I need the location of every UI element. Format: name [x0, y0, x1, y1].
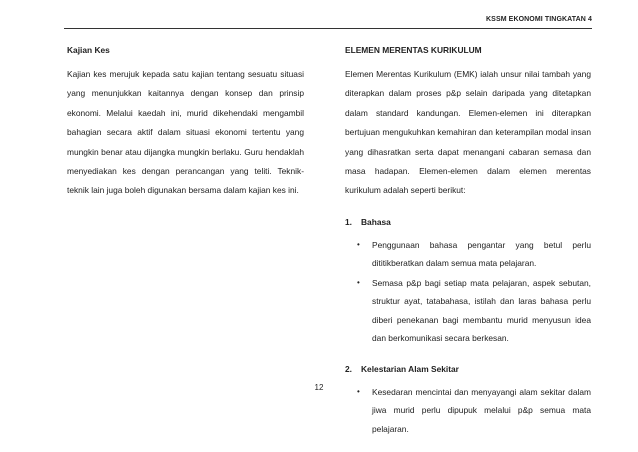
left-column — [67, 45, 304, 201]
section-number: 1. — [345, 216, 352, 227]
header-rule — [64, 28, 592, 29]
running-header: KSSM EKONOMI TINGKATAN 4 — [486, 16, 592, 23]
list-item-text: Semasa p&p bagi setiap mata pelajaran, aspek sebutan, struktur ayat, tatabahasa, istilah dan laras bahasa perlu diberi penekanan bagi membantu murid menyusun idea dan berkomunikasi secara berkesan. — [372, 277, 591, 344]
cross-curricular-paragraph: Elemen Merentas Kurikulum (EMK) ialah unsur nilai tambah yang diterapkan dalam proses p&p selain daripada yang ditetapkan dalam standard kandungan. Elemen-elemen ini diterapkan bertujuan mengukuhkan kemahiran dan keterampilan modal insan yang dihasratkan serta dapat menangani cabaran semasa dan masa hadapan. Elemen-elemen dalam elemen merentas kurikulum adalah seperti berikut: — [345, 69, 591, 196]
list-item — [357, 236, 591, 273]
section-title-environment — [345, 360, 591, 378]
page-number: 12 — [314, 383, 324, 392]
right-column — [345, 45, 591, 439]
bullet-icon: • — [357, 277, 360, 287]
list-item-text: Penggunaan bahasa pengantar yang betul perlu dititikberatkan dalam semua mata pelajaran. — [372, 239, 591, 269]
section-title-text: Kelestarian Alam Sekitar — [361, 363, 459, 374]
case-study-heading: Kajian Kes — [67, 45, 110, 55]
list-item — [357, 274, 591, 348]
section-number: 2. — [345, 363, 352, 374]
language-bullet-list — [345, 236, 591, 348]
list-item-text: Kesedaran mencintai dan menyayangi alam sekitar dalam jiwa murid perlu dipupuk melalui p&p semua mata pelajaran. — [372, 386, 591, 434]
bullet-icon: • — [357, 386, 360, 396]
bullet-icon: • — [357, 239, 360, 249]
section-title-text: Bahasa — [361, 216, 391, 227]
section-title-language — [345, 213, 591, 231]
case-study-paragraph: Kajian kes merujuk kepada satu kajian tentang sesuatu situasi yang menunjukkan kaitannya dengan konsep dan prinsip ekonomi. Melalui kaedah ini, murid dikehendaki mengambil bahagian secara aktif dalam situasi ekonomi tertentu yang mungkin benar atau dijangka mungkin berlaku. Guru hendaklah menyediakan kes dengan perancangan yang teliti. Teknik-teknik lain juga boleh digunakan bersama dalam kajian kes ini. — [67, 69, 304, 196]
cross-curricular-heading: ELEMEN MERENTAS KURIKULUM — [345, 45, 482, 55]
